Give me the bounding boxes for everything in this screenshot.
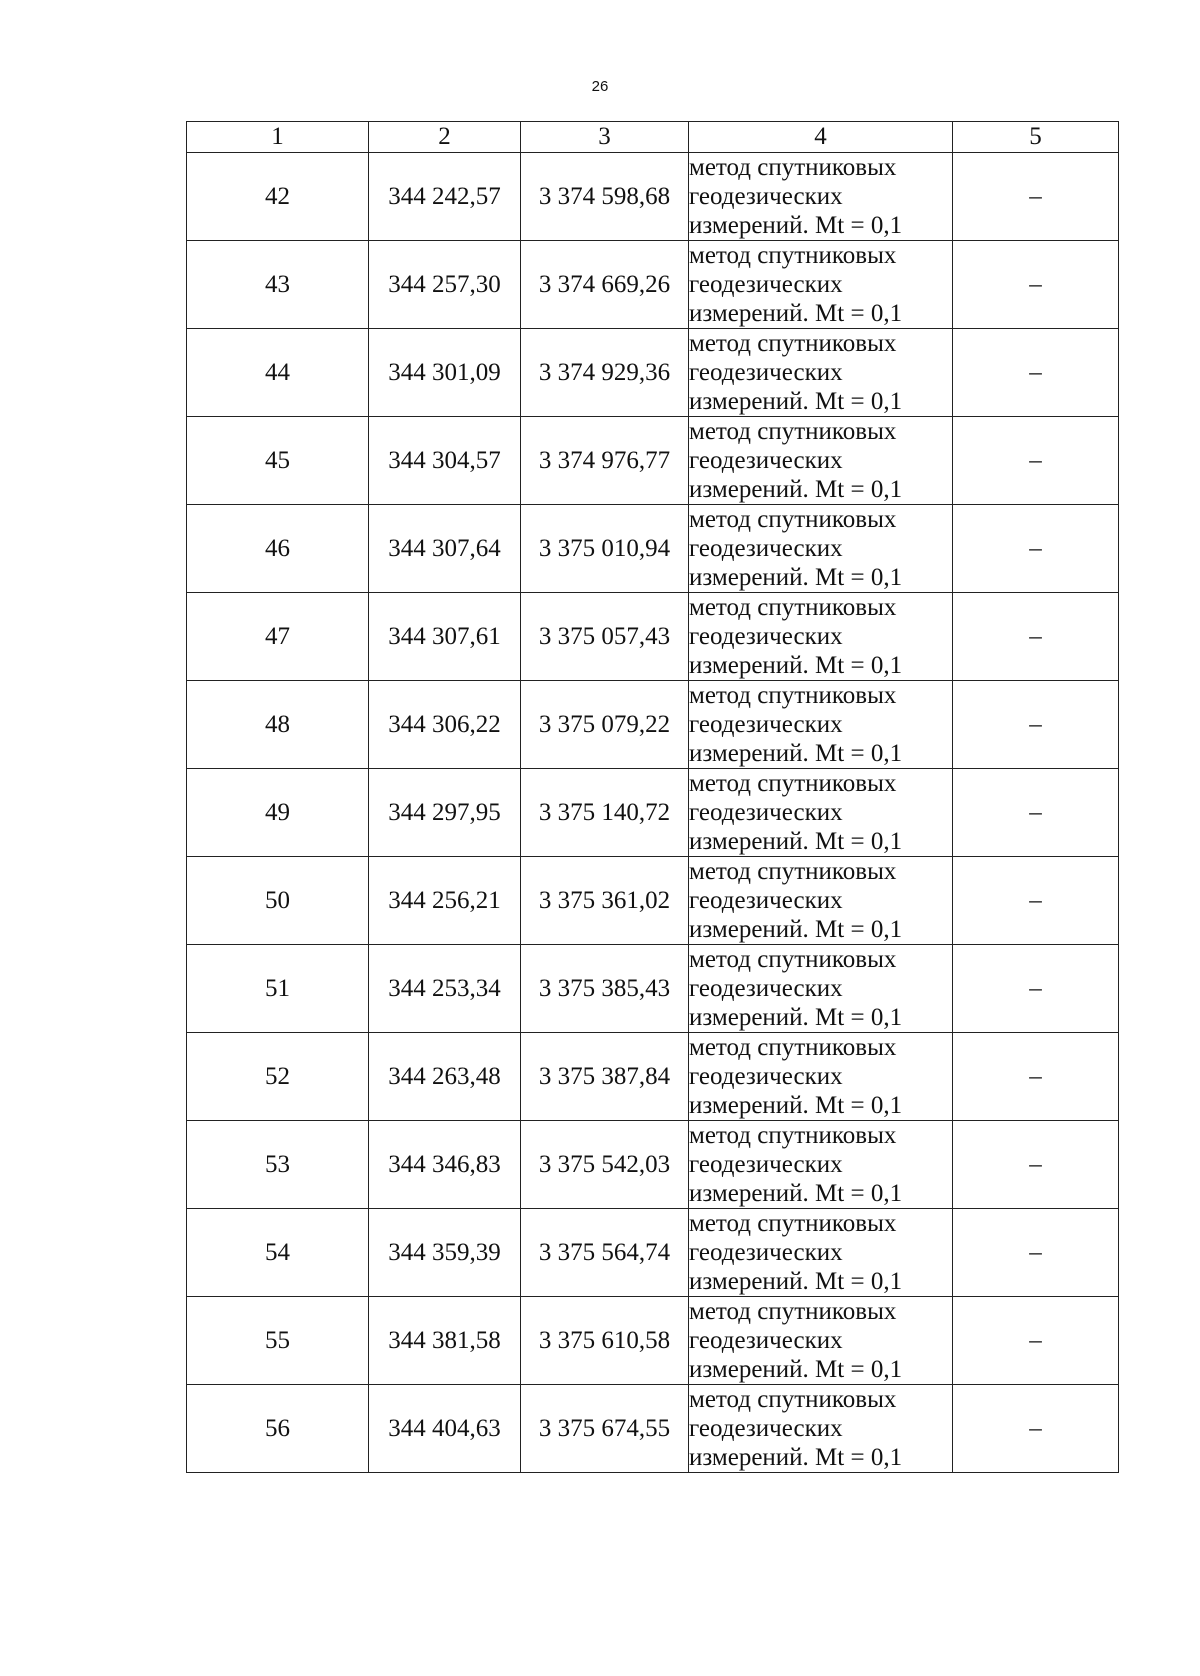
method-cell (689, 1385, 953, 1473)
method-cell (689, 593, 953, 681)
method-line: метод спутниковых (689, 1210, 897, 1237)
x-coordinate-cell: 344 257,30 (369, 241, 521, 329)
note-cell: – (953, 681, 1119, 769)
method-line: метод спутниковых (689, 418, 897, 445)
x-coordinate-cell: 344 253,34 (369, 945, 521, 1033)
y-coordinate-cell: 3 374 598,68 (521, 153, 689, 241)
method-line: геодезических (689, 1239, 843, 1266)
table-row (187, 681, 1119, 769)
table-row (187, 417, 1119, 505)
note-cell: – (953, 1209, 1119, 1297)
method-line: геодезических (689, 1415, 843, 1442)
method-line: измерений. Mt = 0,1 (689, 828, 903, 855)
method-cell (689, 417, 953, 505)
method-cell (689, 329, 953, 417)
method-cell (689, 1121, 953, 1209)
point-number-cell: 42 (187, 153, 369, 241)
table-header-row (187, 122, 1119, 153)
point-number-cell: 43 (187, 241, 369, 329)
note-cell: – (953, 1297, 1119, 1385)
method-line: измерений. Mt = 0,1 (689, 740, 903, 767)
method-line: метод спутниковых (689, 946, 897, 973)
method-line: геодезических (689, 535, 843, 562)
note-cell: – (953, 769, 1119, 857)
table-row (187, 329, 1119, 417)
method-line: метод спутниковых (689, 1386, 897, 1413)
y-coordinate-cell: 3 375 140,72 (521, 769, 689, 857)
coordinates-table (186, 121, 1119, 1473)
y-coordinate-cell: 3 375 385,43 (521, 945, 689, 1033)
method-line: метод спутниковых (689, 506, 897, 533)
y-coordinate-cell: 3 375 387,84 (521, 1033, 689, 1121)
note-cell: – (953, 1121, 1119, 1209)
method-line: геодезических (689, 799, 843, 826)
y-coordinate-cell: 3 375 079,22 (521, 681, 689, 769)
x-coordinate-cell: 344 297,95 (369, 769, 521, 857)
y-coordinate-cell: 3 375 010,94 (521, 505, 689, 593)
table-row (187, 593, 1119, 681)
table-row (187, 857, 1119, 945)
note-cell: – (953, 857, 1119, 945)
method-cell (689, 945, 953, 1033)
method-cell (689, 241, 953, 329)
method-cell (689, 1209, 953, 1297)
table-row (187, 1297, 1119, 1385)
method-line: геодезических (689, 1151, 843, 1178)
method-cell (689, 153, 953, 241)
y-coordinate-cell: 3 375 361,02 (521, 857, 689, 945)
method-line: измерений. Mt = 0,1 (689, 1180, 903, 1207)
method-line: геодезических (689, 183, 843, 210)
note-cell: – (953, 945, 1119, 1033)
column-header: 2 (369, 122, 521, 153)
point-number-cell: 48 (187, 681, 369, 769)
method-line: измерений. Mt = 0,1 (689, 1444, 903, 1471)
x-coordinate-cell: 344 301,09 (369, 329, 521, 417)
method-line: метод спутниковых (689, 330, 897, 357)
method-line: измерений. Mt = 0,1 (689, 1004, 903, 1031)
table-row (187, 241, 1119, 329)
table-row (187, 1033, 1119, 1121)
y-coordinate-cell: 3 375 564,74 (521, 1209, 689, 1297)
point-number-cell: 55 (187, 1297, 369, 1385)
method-line: геодезических (689, 1063, 843, 1090)
method-line: измерений. Mt = 0,1 (689, 476, 903, 503)
x-coordinate-cell: 344 304,57 (369, 417, 521, 505)
table-row (187, 1121, 1119, 1209)
point-number-cell: 54 (187, 1209, 369, 1297)
table-body (187, 153, 1119, 1473)
column-header: 3 (521, 122, 689, 153)
point-number-cell: 45 (187, 417, 369, 505)
x-coordinate-cell: 344 404,63 (369, 1385, 521, 1473)
point-number-cell: 49 (187, 769, 369, 857)
x-coordinate-cell: 344 306,22 (369, 681, 521, 769)
method-cell (689, 1033, 953, 1121)
method-line: геодезических (689, 271, 843, 298)
method-line: метод спутниковых (689, 154, 897, 181)
note-cell: – (953, 1033, 1119, 1121)
method-line: метод спутниковых (689, 1122, 897, 1149)
y-coordinate-cell: 3 375 674,55 (521, 1385, 689, 1473)
point-number-cell: 47 (187, 593, 369, 681)
method-line: измерений. Mt = 0,1 (689, 388, 903, 415)
point-number-cell: 52 (187, 1033, 369, 1121)
x-coordinate-cell: 344 307,64 (369, 505, 521, 593)
method-line: измерений. Mt = 0,1 (689, 564, 903, 591)
note-cell: – (953, 505, 1119, 593)
method-line: измерений. Mt = 0,1 (689, 300, 903, 327)
table-row (187, 769, 1119, 857)
note-cell: – (953, 593, 1119, 681)
method-line: геодезических (689, 975, 843, 1002)
method-line: геодезических (689, 1327, 843, 1354)
point-number-cell: 53 (187, 1121, 369, 1209)
point-number-cell: 50 (187, 857, 369, 945)
note-cell: – (953, 241, 1119, 329)
x-coordinate-cell: 344 359,39 (369, 1209, 521, 1297)
y-coordinate-cell: 3 374 669,26 (521, 241, 689, 329)
point-number-cell: 56 (187, 1385, 369, 1473)
column-header: 5 (953, 122, 1119, 153)
point-number-cell: 44 (187, 329, 369, 417)
note-cell: – (953, 1385, 1119, 1473)
x-coordinate-cell: 344 346,83 (369, 1121, 521, 1209)
method-line: метод спутниковых (689, 242, 897, 269)
x-coordinate-cell: 344 307,61 (369, 593, 521, 681)
y-coordinate-cell: 3 375 542,03 (521, 1121, 689, 1209)
method-line: измерений. Mt = 0,1 (689, 1092, 903, 1119)
y-coordinate-cell: 3 375 610,58 (521, 1297, 689, 1385)
method-line: метод спутниковых (689, 594, 897, 621)
y-coordinate-cell: 3 374 929,36 (521, 329, 689, 417)
method-line: измерений. Mt = 0,1 (689, 1268, 903, 1295)
method-cell (689, 681, 953, 769)
method-cell (689, 769, 953, 857)
method-line: метод спутниковых (689, 770, 897, 797)
method-cell (689, 857, 953, 945)
method-line: геодезических (689, 711, 843, 738)
note-cell: – (953, 417, 1119, 505)
method-cell (689, 505, 953, 593)
column-header: 4 (689, 122, 953, 153)
method-line: метод спутниковых (689, 1034, 897, 1061)
table-row (187, 1209, 1119, 1297)
method-line: измерений. Mt = 0,1 (689, 916, 903, 943)
method-line: измерений. Mt = 0,1 (689, 1356, 903, 1383)
method-line: геодезических (689, 887, 843, 914)
x-coordinate-cell: 344 263,48 (369, 1033, 521, 1121)
x-coordinate-cell: 344 381,58 (369, 1297, 521, 1385)
method-line: геодезических (689, 623, 843, 650)
method-line: измерений. Mt = 0,1 (689, 212, 903, 239)
y-coordinate-cell: 3 374 976,77 (521, 417, 689, 505)
page-number: 26 (591, 78, 609, 95)
point-number-cell: 46 (187, 505, 369, 593)
method-line: геодезических (689, 447, 843, 474)
note-cell: – (953, 153, 1119, 241)
table-row (187, 945, 1119, 1033)
method-line: геодезических (689, 359, 843, 386)
table-row (187, 505, 1119, 593)
point-number-cell: 51 (187, 945, 369, 1033)
method-cell (689, 1297, 953, 1385)
method-line: измерений. Mt = 0,1 (689, 652, 903, 679)
x-coordinate-cell: 344 256,21 (369, 857, 521, 945)
method-line: метод спутниковых (689, 1298, 897, 1325)
column-header: 1 (187, 122, 369, 153)
method-line: метод спутниковых (689, 682, 897, 709)
note-cell: – (953, 329, 1119, 417)
table-row (187, 153, 1119, 241)
method-line: метод спутниковых (689, 858, 897, 885)
table-row (187, 1385, 1119, 1473)
y-coordinate-cell: 3 375 057,43 (521, 593, 689, 681)
x-coordinate-cell: 344 242,57 (369, 153, 521, 241)
